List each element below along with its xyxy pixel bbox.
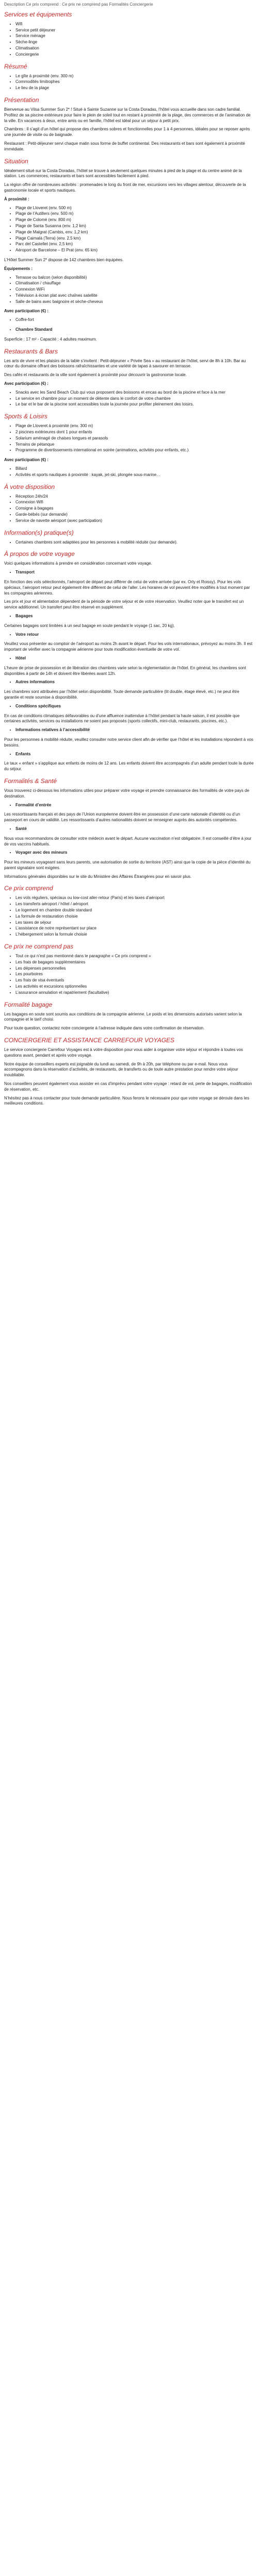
restaurant-item: • Le service en chambre pour un moment de détente dans le confort de votre chambre: [15, 396, 254, 402]
nearby-item: • Plage Caimalà (Terra) (env. 2,5 km): [15, 236, 254, 242]
concierge-title: CONCIERGERIE ET ASSISTANCE CARREFOUR VOYAGES: [4, 1037, 175, 1044]
health-list: [4, 826, 254, 832]
accessibility-list: [4, 727, 254, 733]
baggage-formality-text: Les bagages en soute sont soumis aux conditions de la compagnie aérienne. Le poids et les dimensions autorisés varient selon la compagnie et le tarif choisi.: [4, 1011, 242, 1022]
presentation-paragraph: Restaurant : Petit-déjeuner servi chaque matin sous forme de buffet continental. Des restaurants et bars sont également à proximité immédiate.: [4, 141, 245, 151]
presentation-title: Présentation: [4, 96, 39, 104]
includes-list: [4, 895, 254, 938]
sport-item: • Programme de divertissements international en soirée (animations, activités pour enfants, etc.): [15, 448, 254, 453]
sport-item: • Plage de Lloveret à proximité (env. 300 m): [15, 423, 254, 429]
info-item: • Certaines chambres sont adaptées pour les personnes à mobilité réduite (sur demande).: [15, 540, 254, 546]
situation-paragraph: Idéalement situé sur la Costa Doradas, l’hôtel se trouve à seulement quelques minutes à pied de la plage et du centre animé de la station. Les commerces, restaurants et bars sont accessibles facilement à pied.: [4, 168, 242, 179]
transport-label: • Transport: [15, 570, 254, 575]
return-label: • Votre retour: [15, 632, 254, 638]
minors-label: • Voyager avec des mineurs: [15, 850, 254, 856]
resume-title: Résumé: [4, 62, 27, 70]
equipment-item: • Salle de bains avec baignoire et sèche-cheveux: [15, 299, 254, 305]
equipment-section: [4, 266, 254, 323]
baggage-formality-title: Formalité bagage: [4, 1001, 53, 1008]
children-list: [4, 752, 254, 757]
baggage-formality-text: Pour toute question, contactez notre conciergerie à l’adresse indiquée dans votre confirmation de réservation.: [4, 1026, 205, 1031]
nearby-list: [4, 206, 254, 253]
conditions-label: • Conditions spécifiques: [15, 704, 254, 709]
restaurants-section: [4, 348, 254, 408]
presentation-section: [4, 96, 254, 152]
info-list: [4, 540, 254, 546]
service-item: • Wifi: [15, 22, 254, 27]
equipment-item: • Climatisation / chauffage: [15, 281, 254, 286]
service-item: • Climatisation: [15, 46, 254, 52]
includes-item: • La formule de restauration choisie: [15, 914, 254, 920]
about-intro: Voici quelques informations à prendre en considération concernant votre voyage.: [4, 561, 152, 566]
return-list: [4, 632, 254, 638]
excludes-item: • Les activités et excursions optionnelles: [15, 984, 254, 990]
concierge-text: N’hésitez pas à nous contacter pour toute demande particulière. Nous ferons le nécessaire pour que votre voyage se déroule dans les meilleures conditions.: [4, 1095, 249, 1106]
transport-list: [4, 570, 254, 575]
disposition-item: • Service de navette aéroport (avec participation): [15, 518, 254, 524]
conditions-text: En cas de conditions climatiques défavorables ou d’une affluence inattendue à l’hôtel pendant la haute saison, il est possible que certaines activités, services ou installations ne soient pas proposés (sports collectifs, mini-club, restaurants, piscines, etc.).: [4, 713, 240, 724]
sports-paid-label: Avec participation (€) :: [4, 457, 49, 463]
disposition-title: À votre disposition: [4, 483, 55, 490]
room-section: [4, 327, 254, 343]
sport-item: • Terrains de pétanque: [15, 442, 254, 448]
disposition-item: • Garde-bébés (sur demande): [15, 512, 254, 518]
minors-text: Pour les mineurs voyageant sans leurs parents, une autorisation de sortie du territoire (AST) ainsi que la copie de la pièce d’identité du parent signataire sont exigées.: [4, 860, 251, 870]
resume-item: • Le gîte à proximité (env. 300 m): [15, 74, 254, 79]
includes-section: [4, 885, 254, 938]
hotel-highlight: L’Hôtel Summer Sun 2* dispose de 142 chambres bien équipées.: [4, 257, 124, 262]
includes-title: Ce prix comprend: [4, 885, 53, 892]
id-text: Les ressortissants français et des pays de l’Union européenne doivent être en possession d’une carte nationale d’identité ou d’un passeport en cours de validité. Les ressortissants d’autres nationalités doivent se renseigner auprès des autorités compétentes.: [4, 812, 240, 823]
services-list: [4, 22, 254, 58]
formalities-section: [4, 777, 254, 880]
return-text: Veuillez vous présenter au comptoir de l’aéroport au moins 2h avant le départ. Pour les vols internationaux, prévoyez au moins 3h. Il est important de vérifier avec la compagnie aérienne pour toute modification éventuelle de votre vol.: [4, 641, 253, 652]
situation-paragraph: La région offre de nombreuses activités : promenades le long du front de mer, excursions vers les villages alentour, découverte de la gastronomie locale et sports nautiques.: [4, 182, 246, 193]
disposition-item: • Consigne à bagages: [15, 506, 254, 512]
accessibility-text: Pour les personnes à mobilité réduite, veuillez consulter notre service client afin de vérifier que l’hôtel et les installations répondent à vos besoins.: [4, 737, 253, 748]
nearby-item: • Parc del Castellet (env. 2,5 km): [15, 242, 254, 247]
presentation-paragraph: Chambres : Il s’agit d’un hôtel qui propose des chambres sobres et fonctionnelles pour 1 à 4 personnes, idéales pour se reposer après une journée de visite ou de baignade.: [4, 127, 250, 138]
includes-item: • L’assistance de notre représentant sur place: [15, 926, 254, 931]
info-title: Information(s) pratique(s): [4, 529, 74, 536]
excludes-item: • Les dépenses personnelles: [15, 966, 254, 972]
baggage-label: • Bagages: [15, 614, 254, 619]
includes-item: • Les vols réguliers, spéciaux ou low-cost aller-retour (Paris) et les taxes d’aéroport: [15, 895, 254, 901]
room-list: [4, 327, 254, 333]
formalities-title: Formalités & Santé: [4, 777, 57, 785]
restaurants-paragraph: Les arts de vivre et les plaisirs de la table s’invitent : Petit-déjeuner « Privée Sea » au restaurant de l’hôtel, servi de 8h à 10h. Bar au cœur du domaine offrant des boissons rafraîchissantes et une variété de tapas à savourer en terrasse.: [4, 358, 246, 369]
equipment-item: • Terrasse ou balcon (selon disponibilité): [15, 275, 254, 281]
paid-label: Avec participation (€) :: [4, 309, 49, 314]
nearby-item: • Aéroport de Barcelone – El Prat (env. 65 km): [15, 248, 254, 253]
other-info-text: Les chambres sont attribuées par l’hôtel selon disponibilité. Toute demande particulière (lit double, étage élevé, etc.) ne peut être garantie et reste soumise à disponibilité.: [4, 689, 239, 700]
resume-item: • Le lieu de la plage: [15, 86, 254, 91]
services-section: [4, 11, 254, 58]
equipment-list: [4, 275, 254, 305]
excludes-item: • L’assurance annulation et rapatriement (facultative): [15, 990, 254, 996]
restaurants-title: Restaurants & Bars: [4, 347, 58, 355]
equipment-item: • Connexion WiFi: [15, 287, 254, 293]
concierge-text: Notre équipe de conseillers experts est joignable du lundi au samedi, de 9h à 20h, par téléphone ou par e-mail. Nous vous accompagnons dans la réservation d’activités, de restaurants, de transferts ou de toute autre prestation pour rendre votre séjour inoubliable.: [4, 1061, 238, 1078]
nearby-item: • Plage de l’Autillers (env. 500 m): [15, 211, 254, 217]
includes-item: • L’hébergement selon la formule choisie: [15, 932, 254, 938]
service-item: • Conciergerie: [15, 52, 254, 58]
situation-section: [4, 158, 254, 194]
transfer-text: Les prix et jour et alimentation dépendent de la période de votre séjour et de votre réservation. Veuillez noter que le transfert est un service additionnel. Un transfert peut être réservé en supplément.: [4, 599, 244, 610]
about-section: [4, 550, 254, 772]
excludes-item: • Les pourboires: [15, 972, 254, 977]
baggage-formality-section: [4, 1001, 254, 1031]
baggage-list: [4, 614, 254, 619]
disposition-list: [4, 494, 254, 524]
transport-text: En fonction des vols sélectionnés, l’aéroport de départ peut différer de celui de votre arrivée (par ex. Orly et Roissy). Pour les vols spéciaux, l’aéroport retour peut également être différent de celui de l’aller. Les horaires de vol peuvent être modifiés à tout moment par les compagnies aériennes.: [4, 580, 250, 596]
service-item: • Service petit déjeuner: [15, 28, 254, 33]
children-text: Le taux « enfant » s’applique aux enfants de moins de 12 ans. Les enfants doivent être accompagnés d’un adulte pendant toute la durée du séjour.: [4, 761, 254, 772]
sports-paid-list: [4, 466, 254, 478]
paid-sport-item: • Activités et sports nautiques à proximité : kayak, jet-ski, plongée sous-marine…: [15, 472, 254, 478]
equipment-title: Équipements :: [4, 266, 33, 271]
hotel-text: L’heure de prise de possession et de libération des chambres varie selon la réglementation de l’hôtel. En général, les chambres sont disponibles à partir de 14h et doivent être libérées avant 12h.: [4, 665, 246, 676]
presentation-paragraph: Bienvenue au Vilsa Summer Sun 2* ! Situé à Sainte Suzanne sur la Costa Doradas, l’hôtel vous accueille dans son cadre familial. Profitez de sa piscine extérieure pour faire le plein de soleil tout en restant à proximité de la plage, des commerces et de l’animation de la ville. En vacances à deux, entre amis ou en famille, l’hôtel est idéal pour un séjour à petit prix.: [4, 107, 251, 123]
excludes-section: [4, 943, 254, 996]
situation-title: Situation: [4, 157, 28, 165]
accessibility-label: • Informations relatives à l’accessibilité: [15, 727, 254, 733]
sport-item: • Solarium aménagé de chaises longues et parasols: [15, 436, 254, 442]
other-info-list: [4, 680, 254, 685]
service-item: • Sèche-linge: [15, 40, 254, 45]
hotel-list: [4, 656, 254, 662]
minors-list: [4, 850, 254, 856]
about-title: À propos de votre voyage: [4, 550, 75, 558]
restaurants-paragraph: Des cafés et restaurants de la ville sont également à proximité pour découvrir la gastronomie locale.: [4, 372, 187, 378]
equipment-item: • Télévision à écran plat avec chaînes satellite: [15, 293, 254, 299]
sports-section: [4, 413, 254, 478]
includes-item: • Les transferts aéroport / hôtel / aéroport: [15, 902, 254, 907]
baggage-text: Certaines bagages sont limitées à un seul bagage en soute pendant le voyage (1 sac, 20 kg).: [4, 623, 175, 628]
restaurants-paid-label: Avec participation (€) :: [4, 381, 49, 386]
nearby-item: • Plage de Santa Susanna (env. 1,2 km): [15, 224, 254, 229]
resume-section: [4, 63, 254, 91]
other-info-label: • Autres informations: [15, 680, 254, 685]
excludes-item: • Tout ce qui n’est pas mentionné dans le paragraphe « Ce prix comprend »: [15, 954, 254, 959]
sports-list: [4, 423, 254, 453]
children-label: • Enfants: [15, 752, 254, 757]
includes-item: • Les taxes de séjour: [15, 920, 254, 926]
disposition-item: • Réception 24h/24: [15, 494, 254, 500]
room-title: • Chambre Standard: [15, 327, 254, 333]
restaurant-item: • Snacks avec les Sand Beach Club qui vous proposent des boissons et encas au bord de la piscine et face à la mer: [15, 390, 254, 396]
info-section: [4, 529, 254, 546]
nearby-item: • Plage de Colomè (env. 800 m): [15, 217, 254, 223]
concierge-section: [4, 1037, 254, 1107]
sports-title: Sports & Loisirs: [4, 413, 48, 420]
sport-item: • 2 piscines extérieures dont 1 pour enfants: [15, 430, 254, 435]
service-item: • Service ménage: [15, 33, 254, 39]
restaurants-list: [4, 390, 254, 408]
room-description: Superficie : 17 m² - Capacité : 4 adultes maximum.: [4, 336, 97, 342]
general-info-text: Informations générales disponibles sur le site du Ministère des Affaires Étrangères pour en savoir plus.: [4, 874, 192, 879]
nearby-title: À proximité :: [4, 196, 29, 201]
paid-sport-item: • Billard: [15, 466, 254, 472]
restaurant-item: • Le bar et le bar de la piscine sont accessibles toute la journée pour profiter pleinement des loisirs.: [15, 402, 254, 408]
hotel-label: • Hôtel: [15, 656, 254, 662]
id-label: • Formalité d’entrée: [15, 803, 254, 808]
conditions-list: [4, 704, 254, 709]
id-list: [4, 803, 254, 808]
excludes-list: [4, 954, 254, 996]
resume-item: • Commodités limitrophes: [15, 79, 254, 85]
includes-item: • Le logement en chambre double standard: [15, 908, 254, 913]
paid-equipment-list: [4, 317, 254, 323]
resume-list: [4, 74, 254, 91]
services-title: Services et équipements: [4, 10, 72, 18]
disposition-item: • Connexion Wifi: [15, 500, 254, 505]
concierge-text: Le service conciergerie Carrefour Voyages est à votre disposition pour vous aider à organiser votre séjour et répondre à toutes vos questions avant, pendant et après votre voyage.: [4, 1047, 243, 1058]
excludes-item: • Les frais de bagages supplémentaires: [15, 960, 254, 965]
intro-text: Description Ce prix comprend : Ce prix ne comprend pas Formalités Conciergerie: [4, 2, 153, 7]
page: [0, 0, 258, 1113]
excludes-title: Ce prix ne comprend pas: [4, 943, 74, 951]
health-text: Nous vous recommandons de consulter votre médecin avant le départ. Aucune vaccination n’est obligatoire. Il est conseillé d’être à jour de vos vaccins habituels.: [4, 836, 252, 846]
nearby-section: [4, 197, 254, 263]
nearby-item: • Plage de Malgrat (Cambis, env. 1,2 km): [15, 230, 254, 235]
disposition-section: [4, 483, 254, 524]
nearby-item: • Plage de Lloveret (env. 500 m): [15, 206, 254, 211]
paid-equipment-item: • Coffre-fort: [15, 317, 254, 323]
excludes-item: • Les frais de visa éventuels: [15, 978, 254, 984]
concierge-text: Nos conseillers peuvent également vous assister en cas d’imprévu pendant votre voyage : retard de vol, perte de bagages, modification de réservation, etc.: [4, 1081, 252, 1092]
health-label: • Santé: [15, 826, 254, 832]
formalities-intro: Vous trouverez ci-dessous les informations utiles pour préparer votre voyage et prendre connaissance des formalités de votre pays de destination.: [4, 788, 249, 799]
